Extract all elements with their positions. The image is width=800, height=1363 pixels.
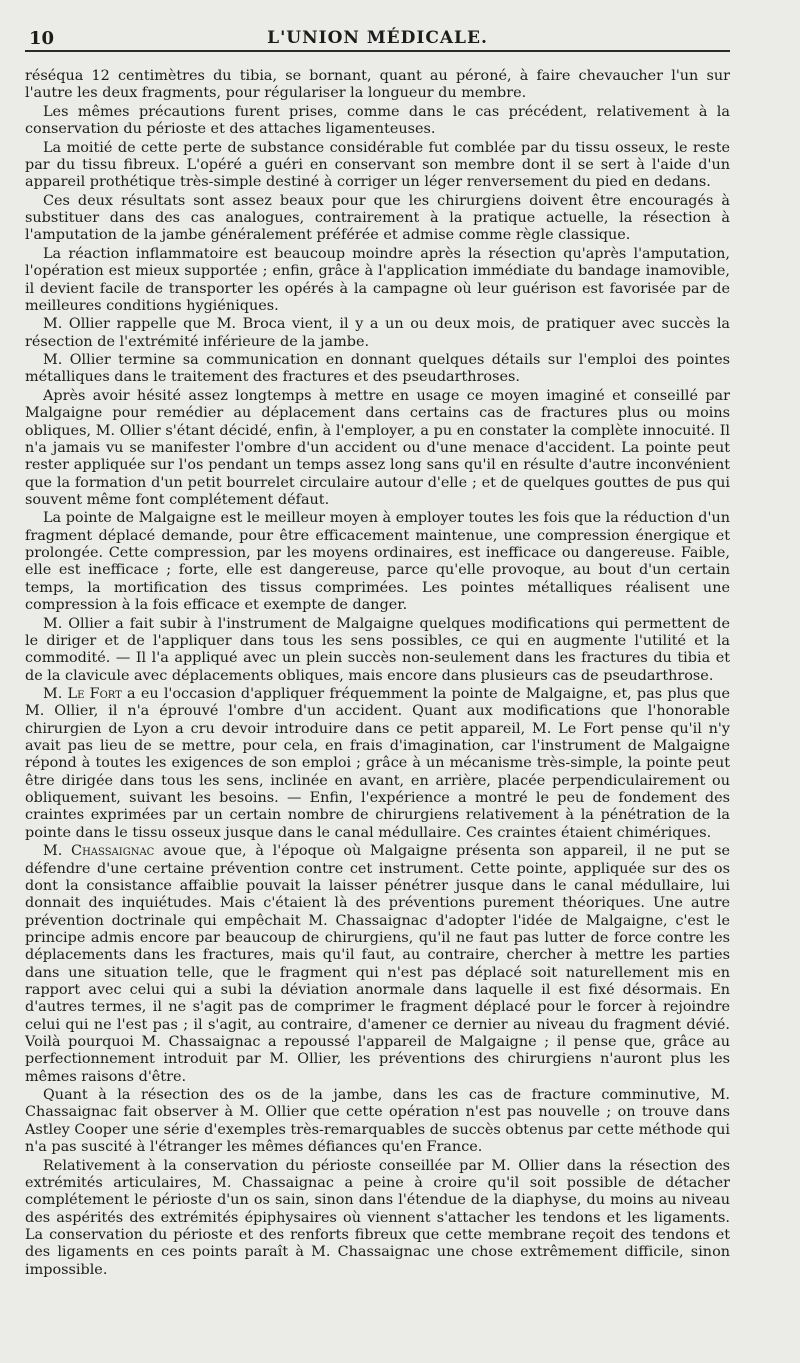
paragraph: La réaction inflammatoire est beaucoup moindre après la résection qu'après l'amputation, l'opération est mieux supportée ; enfin, grâce à l'application immédiate du bandage inamovible, il devient facile de transporter les opérés à la campagne où leur guérison est favorisée par de meilleures conditions hygiéniques.	[25, 245, 730, 314]
paragraph: La moitié de cette perte de substance considérable fut comblée par du tissu osseux, le reste par du tissu fibreux. L'opéré a guéri en conservant son membre dont il se sert à l'aide d'un appareil prothétique très-simple destiné à corriger un léger renversement du pied en dedans.	[25, 139, 730, 191]
page-number: 10	[29, 28, 55, 49]
paragraph: réséqua 12 centimètres du tibia, se bornant, quant au péroné, à faire chevaucher l'un sur l'autre les deux fragments, pour régulariser la longueur du membre.	[25, 68, 730, 102]
article-body	[25, 68, 730, 1279]
paragraph: M. Le Fort a eu l'occasion d'appliquer fréquemment la pointe de Malgaigne, et, pas plus que M. Ollier, il n'a éprouvé l'ombre d'un accident. Quant aux modifications que l'honorable chirurgien de Lyon a cru devoir introduire dans ce petit appareil, M. Le Fort pense qu'il n'y avait pas lieu de se mettre, pour cela, en frais d'imagination, car l'instrument de Malgaigne répond à toutes les exigences de son emploi ; grâce à un mécanisme très-simple, la pointe peut être dirigée dans tous les sens, inclinée en avant, en arrière, placée perpendiculairement ou obliquement, suivant les besoins. — Enfin, l'expérience a montré le peu de fondement des craintes exprimées par un certain nombre de chirurgiens relativement à la pénétration de la pointe dans le tissu osseux jusque dans le canal médullaire. Ces craintes étaient chimériques.	[25, 685, 730, 841]
speaker-name: M. Le Fort	[43, 685, 122, 702]
page-header	[25, 26, 730, 52]
running-head: L'UNION MÉDICALE.	[267, 28, 488, 48]
paragraph: Les mêmes précautions furent prises, comme dans le cas précédent, relativement à la conservation du périoste et des attaches ligamenteuses.	[25, 103, 730, 138]
paragraph: M. Ollier rappelle que M. Broca vient, il y a un ou deux mois, de pratiquer avec succès la résection de l'extrémité inférieure de la jambe.	[25, 316, 730, 350]
paragraph: Ces deux résultats sont assez beaux pour que les chirurgiens doivent être encouragés à substituer dans des cas analogues, contrairement à la pratique actuelle, la résection à l'amputation de la jambe généralement préférée et admise comme règle classique.	[25, 192, 730, 244]
paragraph: M. Chassaignac avoue que, à l'époque où Malgaigne présenta son appareil, il ne put se défendre d'une certaine prévention contre cet instrument. Cette pointe, appliquée sur des os dont la consistance affaiblie pouvait la laisser pénétrer jusque dans le canal médullaire, lui donnait des inquiétudes. Mais c'étaient là des préventions purement théoriques. Une autre prévention doctrinale qui empêchait M. Chassaignac d'adopter l'idée de Malgaigne, c'est le principe admis encore par beaucoup de chirurgiens, qu'il ne faut pas lutter de force contre les déplacements dans les fractures, mais qu'il faut, au contraire, chercher à mettre les parties dans une situation telle, que le fragment qui n'est pas déplacé soit naturellement mis en rapport avec celui qui a subi la déviation anormale dans laquelle il est fixé désormais. En d'autres termes, il ne s'agit pas de comprimer le fragment déplacé pour le forcer à rejoindre celui qui ne l'est pas ; il s'agit, au contraire, d'amener ce dernier au niveau du fragment dévié. Voilà pourquoi M. Chassaignac a repoussé l'appareil de Malgaigne ; il pense que, grâce au perfectionnement introduit par M. Ollier, les préventions des chirurgiens n'auront plus les mêmes raisons d'être.	[25, 843, 730, 1085]
speaker-name: M. Chassaignac	[43, 843, 155, 860]
paragraph: Quant à la résection des os de la jambe, dans les cas de fracture comminutive, M. Chassaignac fait observer à M. Ollier que cette opération n'est pas nouvelle ; on trouve dans Astley Cooper une série d'exemples très-remarquables de succès obtenus par cette méthode qui n'a pas suscité à l'étranger les mêmes défiances qu'en France.	[25, 1087, 730, 1156]
paragraph: M. Ollier a fait subir à l'instrument de Malgaigne quelques modifications qui permettent de le diriger et de l'appliquer dans tous les sens possibles, ce qui en augmente l'utilité et la commodité. — Il l'a appliqué avec un plein succès non-seulement dans les fractures du tibia et de la clavicule avec déplacements obliques, mais encore dans plusieurs cas de pseudarthrose.	[25, 615, 730, 684]
paragraph: Relativement à la conservation du périoste conseillée par M. Ollier dans la résection des extrémités articulaires, M. Chassaignac a peine à croire qu'il soit possible de détacher complétement le périoste d'un os sain, sinon dans l'étendue de la diaphyse, du moins au niveau des aspérités des extrémités épiphysaires où viennent s'attacher les tendons et les ligaments. La conservation du périoste et des renforts fibreux que cette membrane reçoit des tendons et des ligaments en ces points paraît à M. Chassaignac une chose extrêmement difficile, sinon impossible.	[25, 1157, 730, 1278]
paragraph: Après avoir hésité assez longtemps à mettre en usage ce moyen imaginé et conseillé par Malgaigne pour remédier au déplacement dans certains cas de fractures plus ou moins obliques, M. Ollier s'étant décidé, enfin, à l'employer, a pu en constater la complète innocuité. Il n'a jamais vu se manifester l'ombre d'un accident ou d'une menace d'accident. La pointe peut rester appliquée sur l'os pendant un temps assez long sans qu'il en résulte d'autre inconvénient que la formation d'un petit bourrelet circulaire autour d'elle ; et de quelques gouttes de pus qui souvent même font complétement défaut.	[25, 387, 730, 508]
paragraph: M. Ollier termine sa communication en donnant quelques détails sur l'emploi des pointes métalliques dans le traitement des fractures et des pseudarthroses.	[25, 352, 730, 386]
paragraph: La pointe de Malgaigne est le meilleur moyen à employer toutes les fois que la réduction d'un fragment déplacé demande, pour être efficacement maintenue, une compression énergique et prolongée. Cette compression, par les moyens ordinaires, est inefficace ou dangereuse. Faible, elle est inefficace ; forte, elle est dangereuse, parce qu'elle provoque, au bout d'un certain temps, la mortification des tissus comprimées. Les pointes métalliques réalisent une compression à la fois efficace et exempte de danger.	[25, 510, 730, 614]
